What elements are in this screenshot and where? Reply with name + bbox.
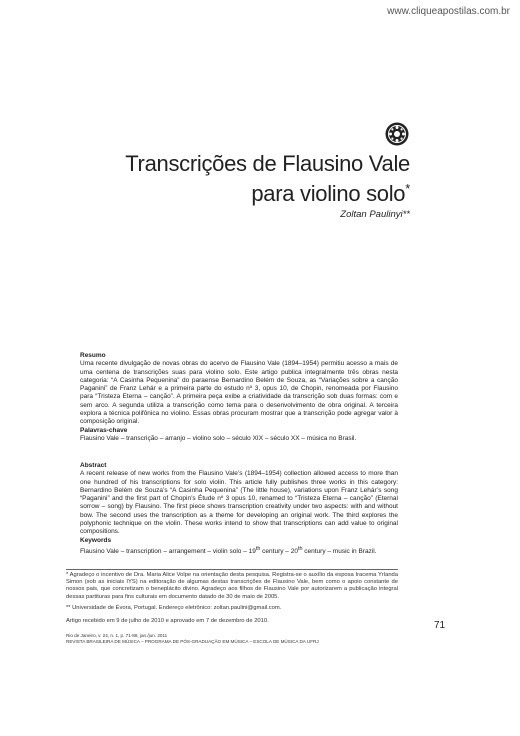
author-name: Zoltan Paulinyi** [340, 209, 410, 220]
footnote-2: ** Universidade de Évora, Portugal. Endereço eletrônico: zoltan.paulini@gmail.com. [66, 604, 282, 611]
received-date: Artigo recebido em 9 de julho de 2010 e aprovado em 7 de dezembro de 2010. [66, 618, 269, 625]
title-line-2-text: para violino solo [251, 181, 406, 206]
resumo-section [80, 352, 398, 443]
abstract-section [80, 462, 398, 556]
title-footnote-marker: * [405, 181, 410, 196]
palavras-chave-heading: Palavras-chave [80, 426, 128, 434]
palavras-chave-text: Flausino Vale – transcrição – arranjo – violino solo – século XIX – século XX – música no Brasil. [80, 434, 357, 442]
footnote-1: * Agradeço o incentivo de Dra. Maria Alice Volpe na orientação desta pesquisa. Registra-se o auxílio da esposa Iracema Yrlanda Simon (sob as iniciais IYS) na editoração de algumas destas transcrições de Flausino Vale, bem como o apoio constante de nossos pais, que concretizam o beneplácito divino. Agradeço aos filhos de Flausino Vale por autorizarem a publicação integral dessas partituras para fins culturais em documento datado de 30 de maio de 2005. [66, 572, 398, 600]
journal-footer [66, 633, 319, 645]
keywords-heading: Keywords [80, 536, 112, 544]
journal-emblem-icon [385, 122, 409, 146]
keywords-text [80, 545, 398, 556]
abstract-heading: Abstract [80, 462, 107, 469]
page-number: 71 [434, 620, 446, 631]
footer-citation: Rio de Janeiro, v. 24, n. 1, p. 71-88, jan./jun. 2011 [66, 633, 168, 638]
keywords-part-2: century – 20 [260, 548, 298, 556]
resumo-heading: Resumo [80, 352, 106, 359]
keywords-sup-2: th [297, 545, 303, 552]
keywords-part-1: Flausino Vale – transcription – arrangement – violin solo – 19 [80, 548, 256, 556]
footnotes [66, 572, 398, 629]
title-line-1: Transcrições de Flausino Vale [125, 151, 410, 176]
article-title [125, 151, 410, 206]
keywords-sup-1: th [255, 545, 261, 552]
keywords-part-3: century – music in Brazil. [302, 548, 377, 556]
title-line-2 [125, 176, 410, 206]
abstract-text: A recent release of new works from the Flausino Vale’s (1894–1954) collection allowed access to more than one hundred of his transcriptions for solo violin. This article fully publishes three works in this category: Bernardino Belém de Souza’s “A Casinha Pequenina” (The little house), variations upon Franz Lehár’s song “Paganini” and the first part of Chopin’s Étude nº 3 opus 10, renamed to “Tristeza Eterna – canção” (Eternal sorrow – song) by Flausino. The first piece shows transcription creativity under two aspects: with and without bow. The second uses the transcription as a theme for developing an original work. The third explores the polyphonic technique on the violin. These works intend to show that transcriptions can add value to original compositions. [80, 470, 398, 536]
site-url[interactable]: www.cliqueapostilas.com.br [387, 6, 510, 17]
resumo-text: Uma recente divulgação de novas obras do acervo de Flausino Vale (1894–1954) permitiu acesso a mais de uma centena de transcrições suas para violino solo. Este artigo publica integralmente três obras nesta categoria: “A Casinha Pequenina” do paraense Bernardino Belém de Souza, as “Variações sobre a canção Paganini” de Franz Lehár e a primeira parte do estudo nº 3, opus 10, de Chopin, renomeada por Flausino para “Tristeza Eterna – canção”. A primeira peça exibe a criatividade da transcrição sob duas formas: com e sem arco. A segunda utiliza a transcrição como tema para o desenvolvimento de obra original. A terceira explora a técnica polifônica no violino. Essas obras procuram mostrar que a transcrição pode agregar valor à composição original. [80, 360, 398, 426]
footer-journal: REVISTA BRASILEIRA DE MÚSICA – PROGRAMA DE PÓS-GRADUAÇÃO EM MÚSICA – ESCOLA DE MÚSICA DA UFRJ [66, 639, 319, 644]
footnote-divider [66, 569, 398, 570]
